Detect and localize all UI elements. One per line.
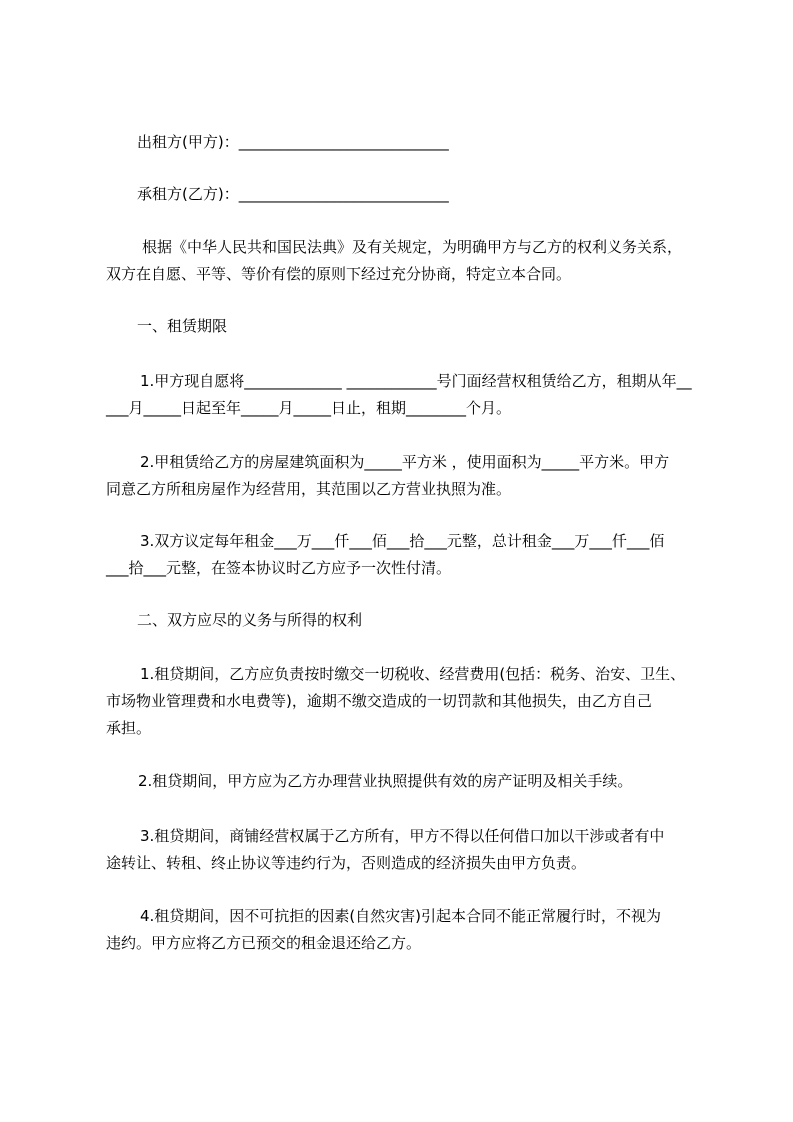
section-1-item-1-line-1: 1.甲方现自愿将_____________ ____________号门面经营权租赁给乙方，租期从年__ [140, 372, 692, 390]
section-2-title: 二、双方应尽的义务与所得的权利 [137, 611, 363, 629]
lessee-line: 承租方(乙方)：____________________________ [137, 185, 449, 203]
section-1-item-2-line-2: 同意乙方所租房屋作为经营用，其范围以乙方营业执照为准。 [106, 480, 512, 498]
section-2-item-1-line-3: 承担。 [106, 719, 152, 737]
preamble-line-2: 双方在自愿、平等、等价有偿的原则下经过充分协商，特定立本合同。 [106, 265, 572, 283]
section-2-item-3-line-1: 3.租贷期间，商铺经营权属于乙方所有，甲方不得以任何借口加以干涉或者有中 [140, 827, 665, 845]
section-1-item-1-line-2: ___月_____日起至年_____月_____日止，租期________个月。 [106, 399, 512, 417]
section-2-item-1-line-2: 市场物业管理费和水电费等)，逾期不缴交造成的一切罚款和其他损失，由乙方自己 [106, 692, 652, 710]
section-1-title: 一、租赁期限 [137, 317, 228, 335]
section-2-item-3-line-2: 途转让、转租、终止协议等违约行为，否则造成的经济损失由甲方负责。 [106, 854, 587, 872]
lessor-line: 出租方(甲方)：____________________________ [137, 133, 449, 151]
section-2-item-1-line-1: 1.租贷期间，乙方应负责按时缴交一切税收、经营费用(包括：税务、治安、卫生、 [140, 665, 686, 683]
section-1-item-3-line-1: 3.双方议定每年租金___万___仟___佰___拾___元整，总计租金___万___仟___佰 [140, 532, 665, 550]
section-2-item-4-line-1: 4.租贷期间，因不可抗拒的因素(自然灾害)引起本合同不能正常履行时，不视为 [140, 907, 662, 925]
preamble-line-1: 根据《中华人民共和国民法典》及有关规定，为明确甲方与乙方的权利义务关系， [142, 238, 683, 256]
section-2-item-4-line-2: 违约。甲方应将乙方已预交的租金退还给乙方。 [106, 934, 422, 952]
section-2-item-2-line-1: 2.租贷期间，甲方应为乙方办理营业执照提供有效的房产证明及相关手续。 [138, 772, 633, 790]
section-1-item-3-line-2: ___拾___元整，在签本协议时乙方应予一次性付清。 [106, 559, 452, 577]
section-1-item-2-line-1: 2.甲租赁给乙方的房屋建筑面积为_____平方米 ，使用面积为_____平方米。甲方 [140, 453, 670, 471]
